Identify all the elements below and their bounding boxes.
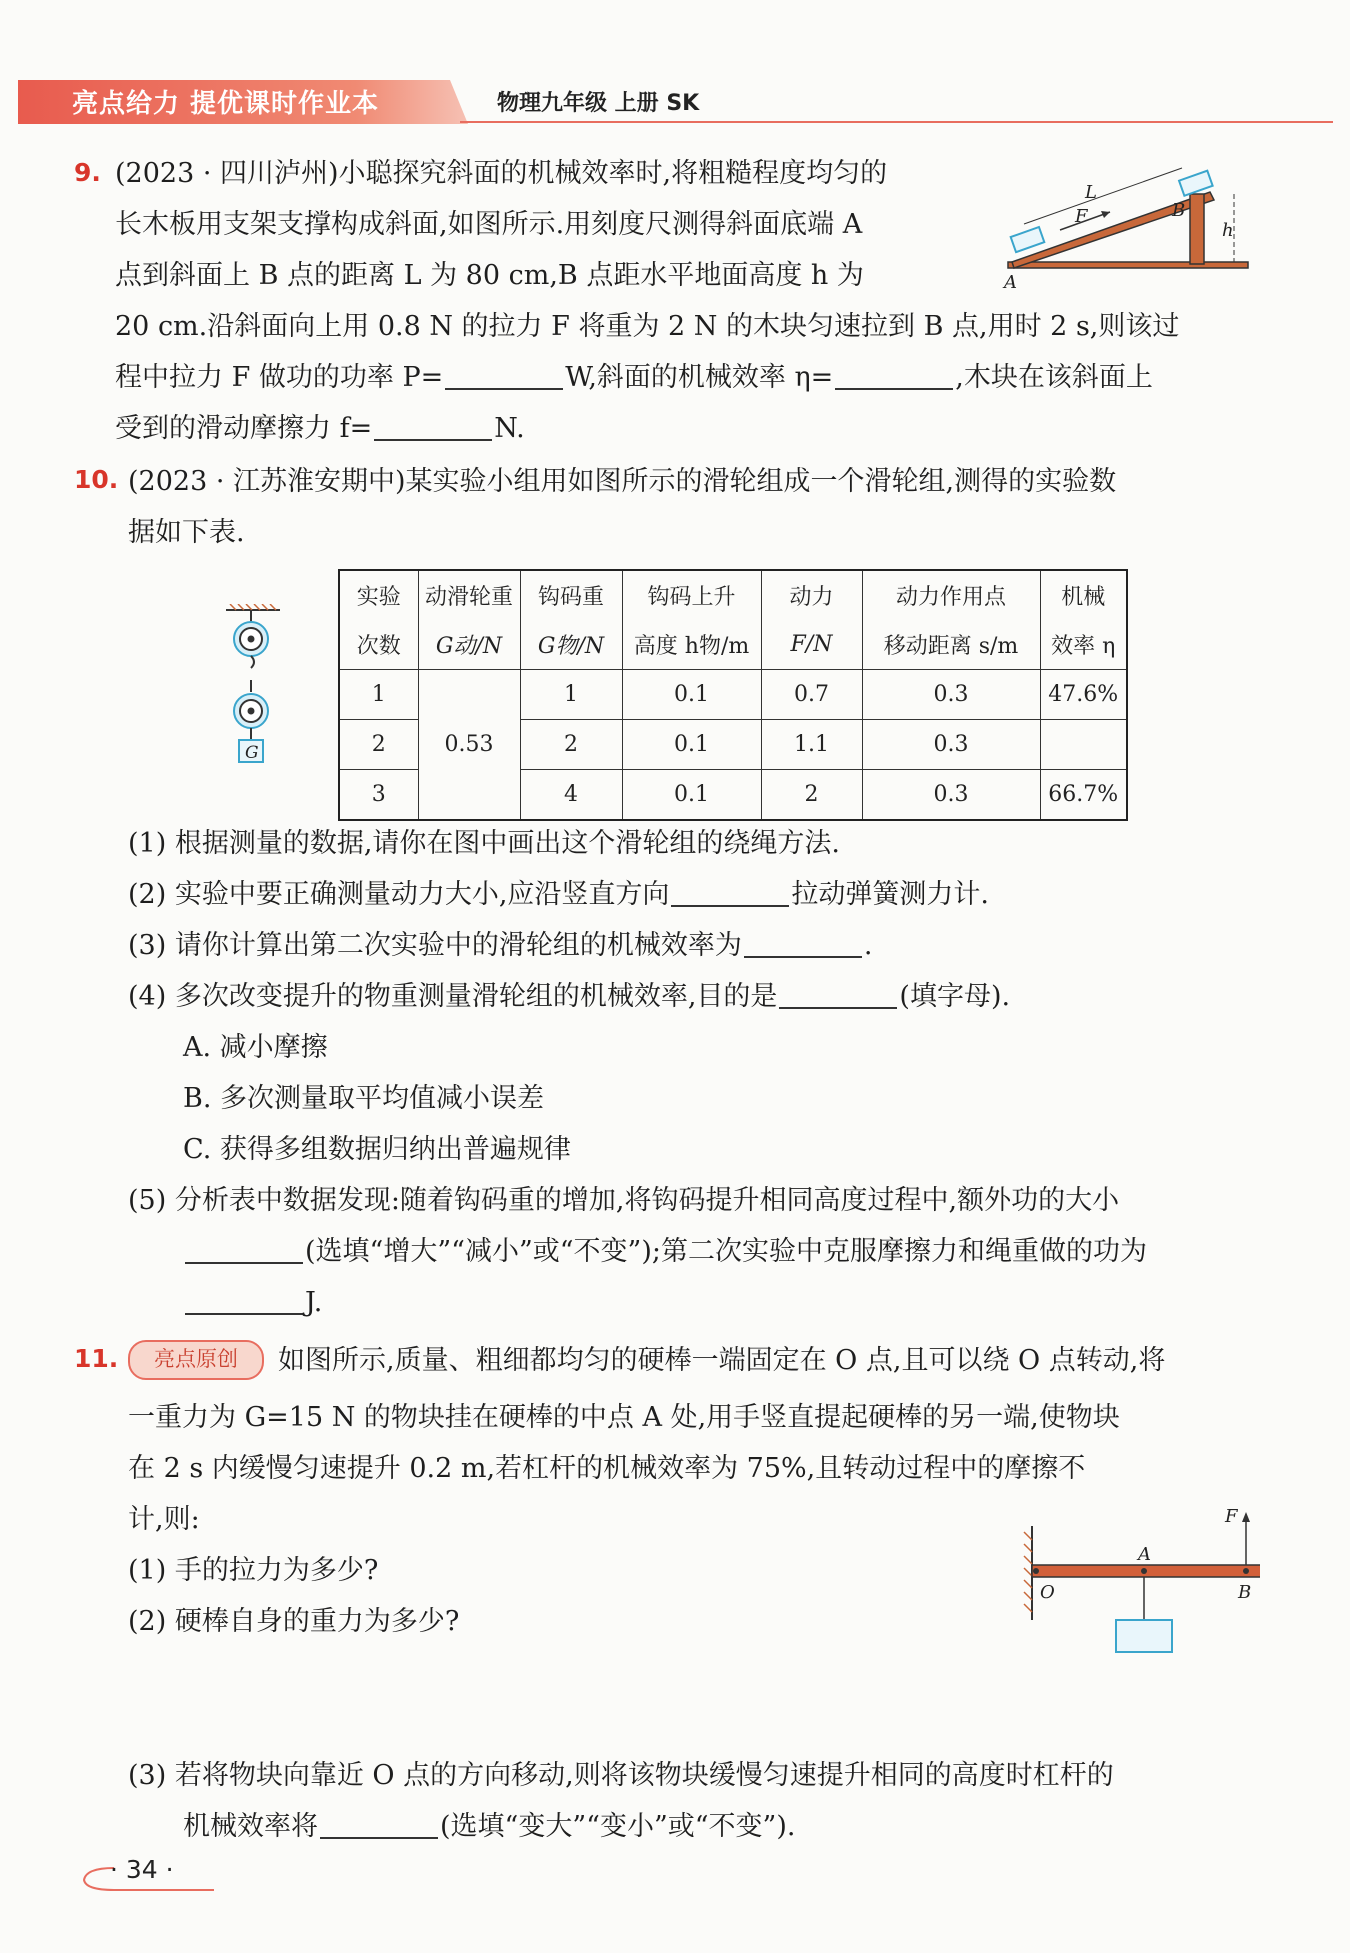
q10-part-5-line-1: (5) 分析表中数据发现:随着钩码重的增加,将钩码提升相同高度过程中,额外功的大小 [128,1185,1120,1216]
table-cell: 3 [339,770,418,821]
table-cell: 2 [339,720,418,770]
table-header-cell: 高度 h物/m [622,620,761,670]
q10-part-5-line-2-text: (选填“增大”“减小”或“不变”);第二次实验中克服摩擦力和绳重做的功为 [305,1236,1147,1267]
q10-part-2 [128,869,989,920]
q11-efficiency-change-blank[interactable] [320,1811,438,1839]
table-header-row [339,570,1127,620]
q10-option-a: A. 减小摩擦 [183,1032,328,1063]
q10-part-5-line-2 [183,1226,1147,1277]
q10-data-table [338,569,1128,821]
q9-line-1: (2023 · 四川泸州)小聪探究斜面的机械效率时,将粗糙程度均匀的 [115,158,888,189]
q10-part-5-line-3-text: J. [305,1287,323,1318]
q11-line-4: 计,则: [128,1504,200,1535]
table-cell: 0.1 [622,720,761,770]
q10-part-2-b: 拉动弹簧测力计. [791,879,990,910]
q11-line-2: 一重力为 G=15 N 的物块挂在硬棒的中点 A 处,用手竖直提起硬棒的另一端,使物块 [128,1402,1120,1433]
q10-part-3-a: (3) 请你计算出第二次实验中的滑轮组的机械效率为 [128,930,742,961]
q10-direction-blank[interactable] [671,879,789,907]
q10-part-5-line-3 [183,1277,322,1328]
q10-part-1: (1) 根据测量的数据,请你在图中画出这个滑轮组的绕绳方法. [128,828,840,859]
table-header-cell: 机械 [1040,570,1127,620]
q10-part-4-b: (填字母). [899,981,1011,1012]
q11-line-3: 在 2 s 内缓慢匀速提升 0.2 m,若杠杆的机械效率为 75%,且转动过程中的摩擦不 [128,1453,1086,1484]
q9-incline-figure [1000,152,1260,292]
q9-line-5 [115,352,1153,403]
header-book-info: 物理九年级 上册 SK [497,91,700,116]
table-header-cell: 钩码重 [520,570,622,620]
q10-part-2-a: (2) 实验中要正确测量动力大小,应沿竖直方向 [128,879,670,910]
header-series-title: 亮点给力 提优课时作业本 [72,89,380,119]
q9-efficiency-blank[interactable] [835,362,953,390]
table-cell: 1 [339,670,418,720]
q11-fig-label-F: F [1225,1506,1238,1527]
q10-purpose-blank[interactable] [779,981,897,1009]
q9-line-4: 20 cm.沿斜面向上用 0.8 N 的拉力 F 将重为 2 N 的木块匀速拉到 B 点,用时 2 s,则该过 [115,311,1180,342]
original-question-badge: 亮点原创 [128,1340,264,1380]
q9-line-6-a: 受到的滑动摩擦力 f= [115,413,373,444]
q10-part-3-b: . [863,930,873,961]
q9-line-3: 点到斜面上 B 点的距离 L 为 80 cm,B 点距水平地面高度 h 为 [115,260,864,291]
table-cell: 1 [520,670,622,720]
page-number: · 34 · [110,1855,174,1884]
table-row [339,670,1127,720]
table-header-cell: 动力作用点 [862,570,1040,620]
q9-line-6 [115,403,525,454]
table-header-cell: G物/N [520,620,622,670]
table-cell-empty-efficiency[interactable] [1040,720,1127,770]
q11-part-3-line-2 [183,1801,795,1852]
q10-part-4 [128,971,1010,1022]
q10-part-4-a: (4) 多次改变提升的物重测量滑轮组的机械效率,目的是 [128,981,778,1012]
q10-fig-label-G: G [245,743,259,763]
q9-line-5-b: W,斜面的机械效率 η= [565,362,834,393]
table-cell: 4 [520,770,622,821]
table-header-row [339,620,1127,670]
q9-line-2: 长木板用支架支撑构成斜面,如图所示.用刻度尺测得斜面底端 A [115,209,863,240]
table-header-cell: 实验 [339,570,418,620]
table-cell: 0.1 [622,670,761,720]
q11-part-3-line-2-a: 机械效率将 [183,1811,318,1842]
q9-line-6-b: N. [494,413,525,444]
table-header-cell: F/N [761,620,862,670]
q10-option-c: C. 获得多组数据归纳出普遍规律 [183,1134,571,1165]
q10-efficiency-blank[interactable] [744,930,862,958]
table-header-cell: 动力 [761,570,862,620]
table-header-cell: 移动距离 s/m [862,620,1040,670]
q10-line-2: 据如下表. [128,517,245,548]
table-cell: 2 [520,720,622,770]
q11-part-2: (2) 硬棒自身的重力为多少? [128,1606,460,1637]
q9-fig-label-A: A [1004,272,1017,292]
table-header-cell: G动/N [418,620,520,670]
q10-number: 10. [74,465,119,494]
table-cell: 2 [761,770,862,821]
q10-option-b: B. 多次测量取平均值减小误差 [183,1083,545,1114]
table-cell: 1.1 [761,720,862,770]
q9-line-5-a: 程中拉力 F 做功的功率 P= [115,362,444,393]
table-cell: 0.3 [862,670,1040,720]
q11-number: 11. [74,1344,119,1373]
q9-fig-label-h: h [1222,220,1234,241]
table-header-cell: 效率 η [1040,620,1127,670]
table-cell-moving-pulley-weight: 0.53 [418,670,520,821]
table-cell: 47.6% [1040,670,1127,720]
q9-fig-label-B: B [1172,200,1186,221]
q11-fig-label-A: A [1138,1544,1151,1565]
header-rule [460,121,1333,123]
table-cell: 0.3 [862,720,1040,770]
table-cell: 66.7% [1040,770,1127,821]
table-header-cell: 钩码上升 [622,570,761,620]
q9-power-blank[interactable] [445,362,563,390]
q10-pulley-figure [222,604,284,774]
q9-line-5-c: ,木块在该斜面上 [955,362,1153,393]
q9-fig-label-F: F [1075,206,1088,227]
q10-extra-work-blank[interactable] [185,1236,303,1264]
q10-line-1: (2023 · 江苏淮安期中)某实验小组用如图所示的滑轮组成一个滑轮组,测得的实验数 [128,466,1117,497]
table-header-cell: 次数 [339,620,418,670]
q11-part-1: (1) 手的拉力为多少? [128,1555,379,1586]
q11-lever-figure [1020,1500,1260,1660]
q9-friction-blank[interactable] [374,413,492,441]
q11-part-3-line-2-b: (选填“变大”“变小”或“不变”). [440,1811,796,1842]
table-cell: 0.1 [622,770,761,821]
table-cell: 0.3 [862,770,1040,821]
q11-part-3-line-1: (3) 若将物块向靠近 O 点的方向移动,则将该物块缓慢匀速提升相同的高度时杠杆的 [128,1760,1114,1791]
q11-fig-label-B: B [1238,1582,1252,1603]
table-cell: 0.7 [761,670,862,720]
q11-line-1: 如图所示,质量、粗细都均匀的硬棒一端固定在 O 点,且可以绕 O 点转动,将 [278,1345,1166,1376]
q9-number: 9. [74,158,101,187]
q10-friction-work-blank[interactable] [185,1287,303,1315]
q9-fig-label-L: L [1085,182,1097,203]
q11-fig-label-O: O [1040,1582,1055,1603]
table-header-cell: 动滑轮重 [418,570,520,620]
q10-part-3 [128,920,872,971]
